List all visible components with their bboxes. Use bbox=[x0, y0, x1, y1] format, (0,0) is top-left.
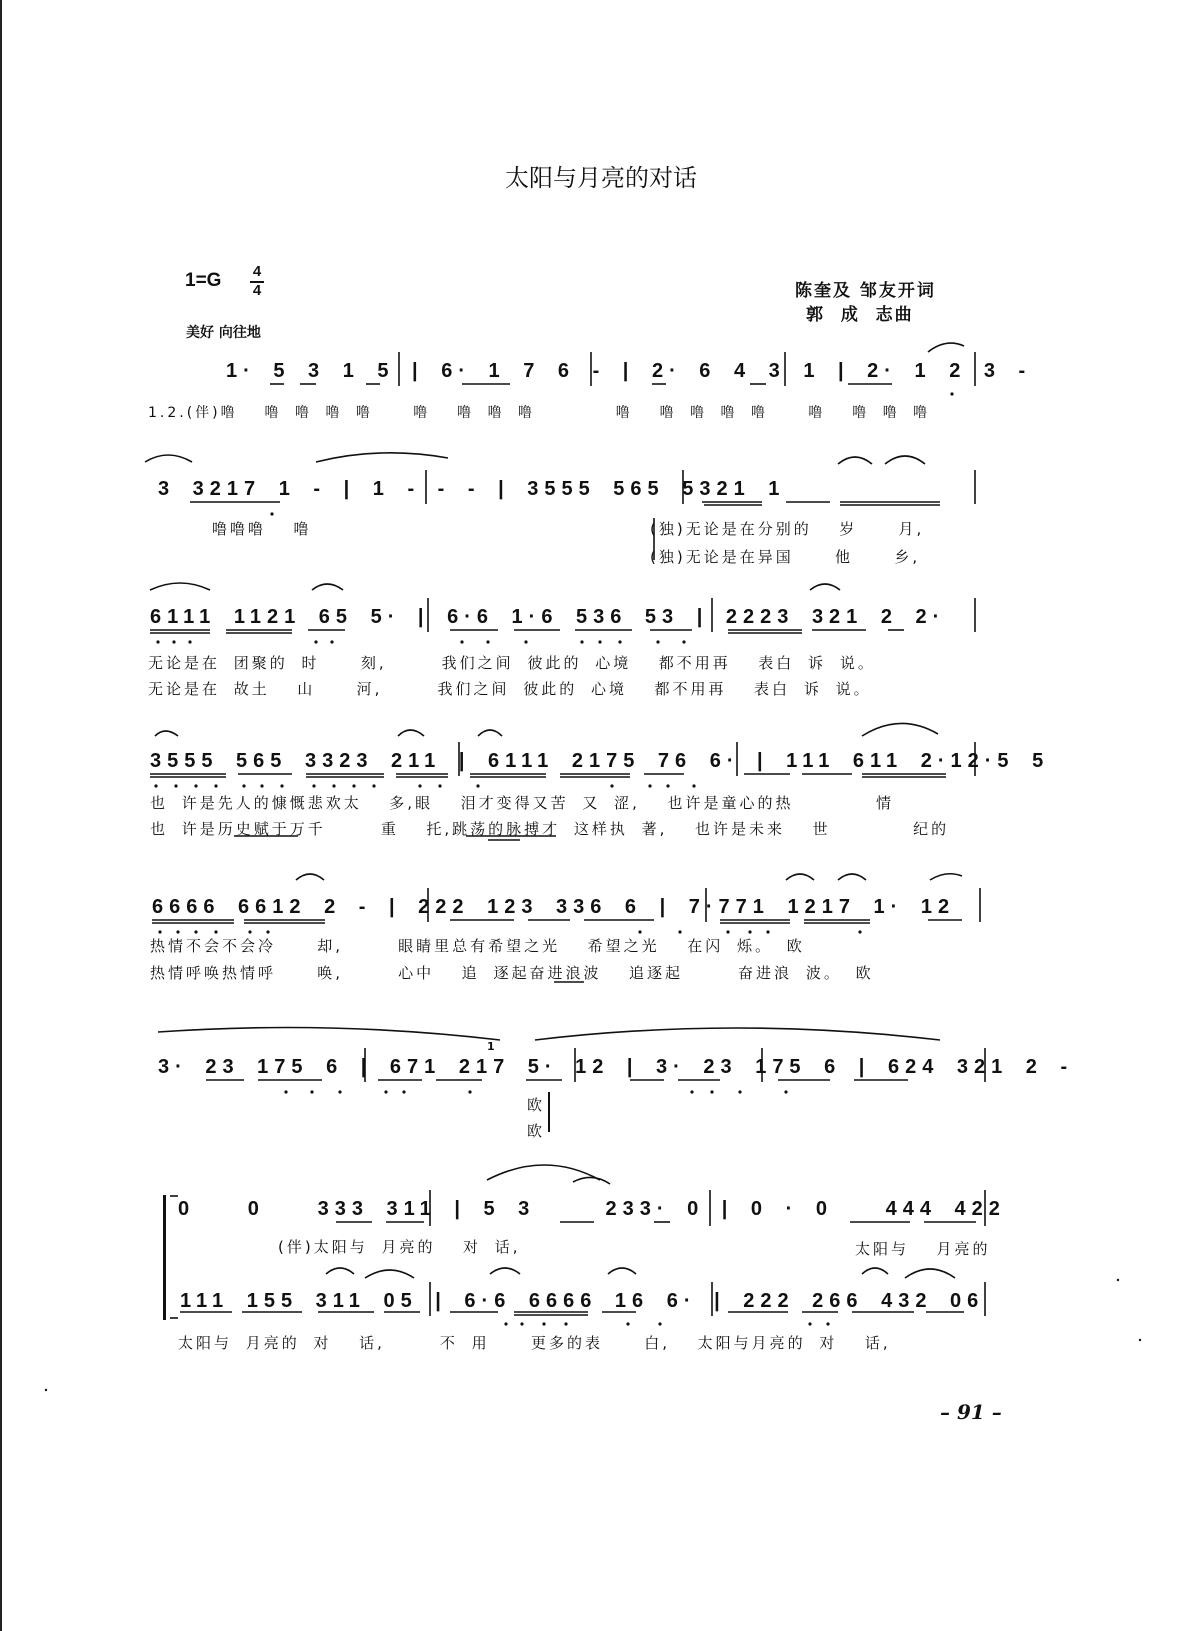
time-signature-bottom: 4 bbox=[252, 282, 262, 299]
notation-upper-voice: 0 0 333 311 | 5 3 233· 0 | 0 · 0 444 422 bbox=[178, 1198, 1006, 1220]
composer-credit: 郭 成 志曲 bbox=[806, 305, 914, 325]
lyric-line-1: 1.2.(伴)噜 噜 噜 噜 噜 噜 噜 噜 噜 噜 噜 噜 噜 噜 噜 噜 噜 噜 bbox=[148, 405, 931, 421]
lyric-line-6b: 欧 bbox=[527, 1122, 546, 1140]
lyric-upper-voice: (伴)太阳与 月亮的 对 话, bbox=[278, 1238, 521, 1256]
lyric-line-6a: 欧 bbox=[527, 1096, 546, 1114]
notation-line-2: 3 3217 1 - | 1 - - - | 3555 565 5321 1 bbox=[158, 478, 786, 500]
lyricist-credit: 陈奎及 邹友开词 bbox=[795, 281, 936, 301]
lyric-line-4b: 也 许是历史赋于万千 重 托,跳荡的脉搏才 这样执 著, 也许是未来 世 纪的 bbox=[150, 820, 950, 838]
notation-line-3: 6111 1121 65 5· | 6·6 1·6 536 53 | 2223 321 2 2· bbox=[150, 606, 946, 628]
song-title: 太阳与月亮的对话 bbox=[505, 164, 697, 192]
lyric-line-3a: 无论是在 团聚的 时 刻, 我们之间 彼此的 心境 都不用再 表白 诉 说。 bbox=[148, 654, 876, 672]
lyric-line-2a: 噜噜噜 噜 bbox=[212, 520, 312, 538]
notation-line-6: 3· 23 175 6 | 671 217 5· 12 | 3· 23 175 6 | 624 321 2 - bbox=[158, 1056, 1074, 1078]
lyric-upper-voice-right: 太阳与 月亮的 bbox=[855, 1240, 991, 1258]
time-signature-top: 4 bbox=[252, 263, 262, 280]
key-signature: 1=G bbox=[185, 270, 222, 291]
notation-line-5: 6666 6612 2 - | 222 123 336 6 | 7·771 1217 1· 12 bbox=[152, 896, 956, 918]
notation-lower-voice: 111 155 311 05 | 6·6 6666 16 6· | 222 266 432 06 bbox=[180, 1290, 985, 1312]
lyric-line-3b: 无论是在 故土 山 河, 我们之间 彼此的 心境 都不用再 表白 诉 说。 bbox=[148, 680, 872, 698]
lyric-line-4a: 也 许是先人的慷慨悲欢太 多,眼 泪才变得又苦 又 涩, 也许是童心的热 情 bbox=[150, 794, 895, 812]
notation-line-1: 1· 5 3 1 5 | 6· 1 7 6 - | 2· 6 4 3 1 | 2· 1 2 3 - bbox=[226, 360, 1032, 382]
lyric-line-2b: (独)无论是在分别的 岁 月, bbox=[650, 520, 925, 538]
tempo-marking: 美好 向往地 bbox=[186, 325, 261, 341]
page-number: – 91 – bbox=[940, 1400, 1002, 1424]
grace-note: 1 bbox=[487, 1040, 495, 1053]
lyric-line-5b: 热情呼唤热情呼 唤, 心中 追 逐起奋进浪波 追逐起 奋进浪 波。 欧 bbox=[150, 964, 874, 982]
lyric-line-2c: (独)无论是在异国 他 乡, bbox=[650, 548, 921, 566]
notation-line-4: 3555 565 3323 211 | 6111 2175 76 6· | 111 611 2·12·5 5 bbox=[150, 750, 1050, 772]
lyric-lower-voice: 太阳与 月亮的 对 话, 不 用 更多的表 白, 太阳与月亮的 对 话, bbox=[178, 1334, 891, 1352]
lyric-line-5a: 热情不会不会冷 却, 眼睛里总有希望之光 希望之光 在闪 烁。 欧 bbox=[150, 937, 805, 955]
